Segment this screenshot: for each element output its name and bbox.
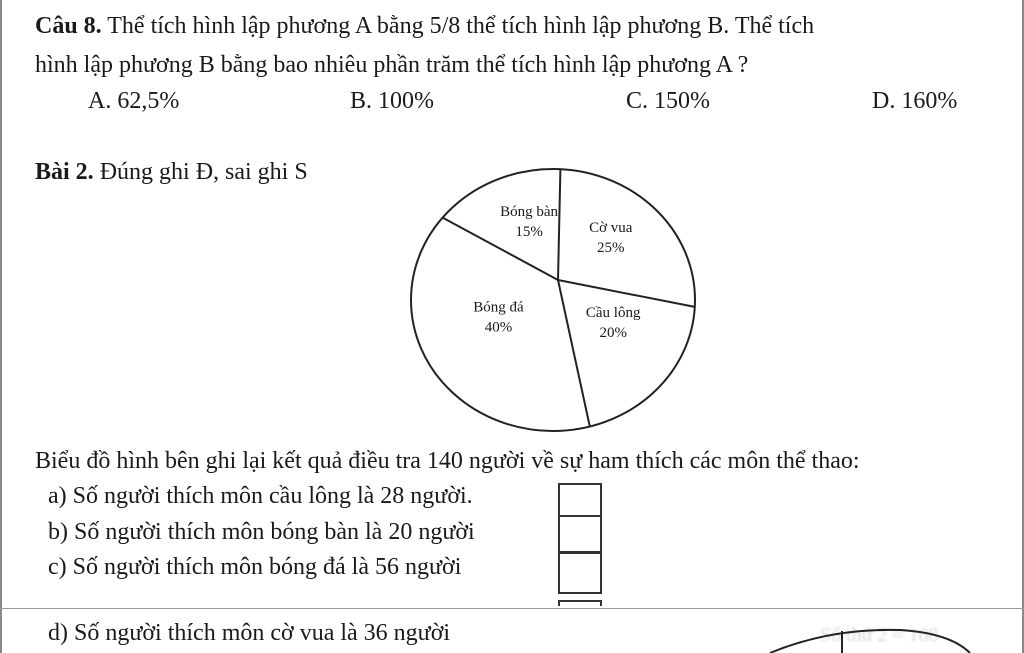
faint-background-text: Số thứ 2 ≈ 108 <box>820 624 939 646</box>
pie-value-co-vua: 25% <box>597 240 625 257</box>
answer-box-a[interactable] <box>558 483 602 517</box>
question-8-text-1: Thể tích hình lập phương A bằng 5/8 thể tích hình lập phương B. Thể tích <box>101 13 815 39</box>
bai-2-heading <box>35 158 308 186</box>
answer-box-d-partial[interactable] <box>558 600 602 606</box>
pie-value-bong-ban: 15% <box>515 224 543 241</box>
pie-value-cau-long: 20% <box>599 325 627 342</box>
pie-label-bong-da: Bóng đá <box>473 299 524 316</box>
left-border <box>0 0 2 653</box>
pie-divider-1 <box>558 169 560 280</box>
question-8-line-2: hình lập phương B bằng bao nhiêu phần trăm thể tích hình lập phương A ? <box>35 52 749 78</box>
option-a[interactable]: A. 62,5% <box>88 88 180 114</box>
answer-box-b[interactable] <box>558 515 602 553</box>
pie-label-co-vua: Cờ vua <box>589 220 633 237</box>
option-d[interactable]: D. 160% <box>872 88 958 114</box>
pie-label-cau-long: Cầu lông <box>585 305 641 322</box>
bai-2-description: Biểu đồ hình bên ghi lại kết quả điều tra 140 người về sự ham thích các môn thể thao: <box>35 448 860 474</box>
option-b[interactable]: B. 100% <box>350 88 434 114</box>
partial-circle-fragment <box>760 628 980 653</box>
pie-divider-2 <box>558 280 695 307</box>
pie-label-bong-ban: Bóng bàn <box>500 204 559 221</box>
bai-2-instruction: Đúng ghi Đ, sai ghi S <box>93 159 308 185</box>
question-8-line-1 <box>35 12 814 40</box>
statement-d: d) Số người thích môn cờ vua là 36 người <box>48 620 451 646</box>
pie-divider-3 <box>558 280 590 427</box>
sports-pie-chart <box>405 166 705 438</box>
divider-line <box>0 608 1024 609</box>
statement-a: a) Số người thích môn cầu lông là 28 người. <box>48 483 473 509</box>
statement-c: c) Số người thích môn bóng đá là 56 người <box>48 554 462 580</box>
pie-value-bong-da: 40% <box>484 319 513 336</box>
question-8-label: Câu 8. <box>35 13 102 39</box>
bai-2-label: Bài 2. <box>35 159 94 185</box>
answer-box-c[interactable] <box>558 552 602 594</box>
statement-b: b) Số người thích môn bóng bàn là 20 người <box>48 519 475 545</box>
option-c[interactable]: C. 150% <box>626 88 710 114</box>
